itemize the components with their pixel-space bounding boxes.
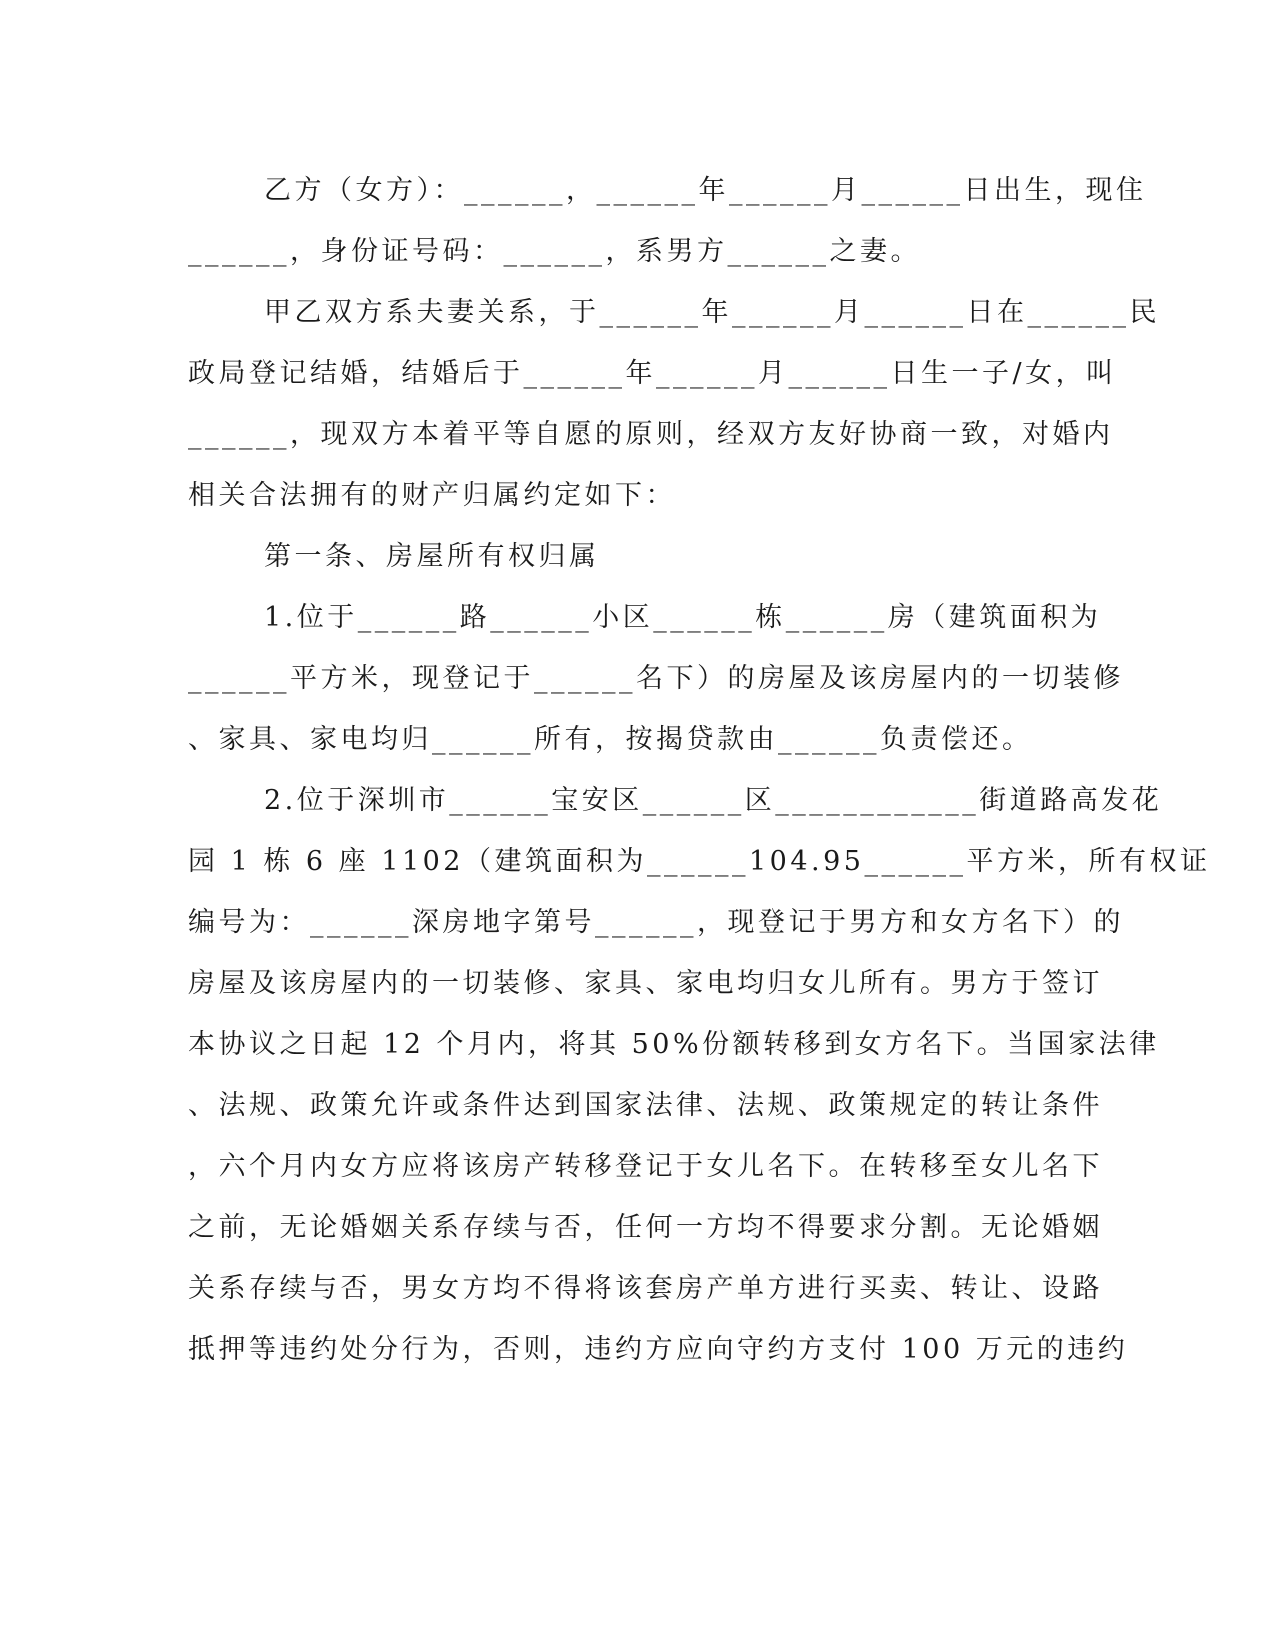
text-line: 关系存续与否，男女方均不得将该套房产单方进行买卖、转让、设路 [188, 1273, 1103, 1304]
document-body [188, 160, 1211, 1380]
text-line: 甲乙双方系夫妻关系，于______年______月______日在______民 [264, 297, 1160, 328]
text-line: 相关合法拥有的财产归属约定如下： [188, 480, 676, 511]
text-line: 园 1 栋 6 座 1102（建筑面积为______104.95______平方米，所有权证 [188, 846, 1211, 877]
text-line: 之前，无论婚姻关系存续与否，任何一方均不得要求分割。无论婚姻 [188, 1212, 1103, 1243]
text-line: 、家具、家电均归______所有，按揭贷款由______负责偿还。 [188, 724, 1033, 755]
text-line: ______平方米，现登记于______名下）的房屋及该房屋内的一切装修 [188, 663, 1124, 694]
section-heading: 第一条、房屋所有权归属 [264, 541, 600, 572]
text-line: 本协议之日起 12 个月内，将其 50%份额转移到女方名下。当国家法律 [188, 1029, 1160, 1060]
text-line: ______，现双方本着平等自愿的原则，经双方友好协商一致，对婚内 [188, 419, 1114, 450]
text-line: 房屋及该房屋内的一切装修、家具、家电均归女儿所有。男方于签订 [188, 968, 1103, 999]
text-line: 1.位于______路______小区______栋______房（建筑面积为 [264, 602, 1102, 633]
text-line: 抵押等违约处分行为，否则，违约方应向守约方支付 100 万元的违约 [188, 1334, 1129, 1365]
text-line: 政局登记结婚，结婚后于______年______月______日生一子/女，叫 [188, 358, 1117, 389]
text-line: ______，身份证号码：______，系男方______之妻。 [188, 236, 921, 267]
text-line: 编号为：______深房地字第号______，现登记于男方和女方名下）的 [188, 907, 1124, 938]
text-line: ，六个月内女方应将该房产转移登记于女儿名下。在转移至女儿名下 [188, 1151, 1103, 1182]
text-line: 2.位于深圳市______宝安区______区____________街道路高发花 [264, 785, 1163, 816]
text-line: 、法规、政策允许或条件达到国家法律、法规、政策规定的转让条件 [188, 1090, 1103, 1121]
text-line: 乙方（女方）：______，______年______月______日出生，现住 [264, 175, 1147, 206]
